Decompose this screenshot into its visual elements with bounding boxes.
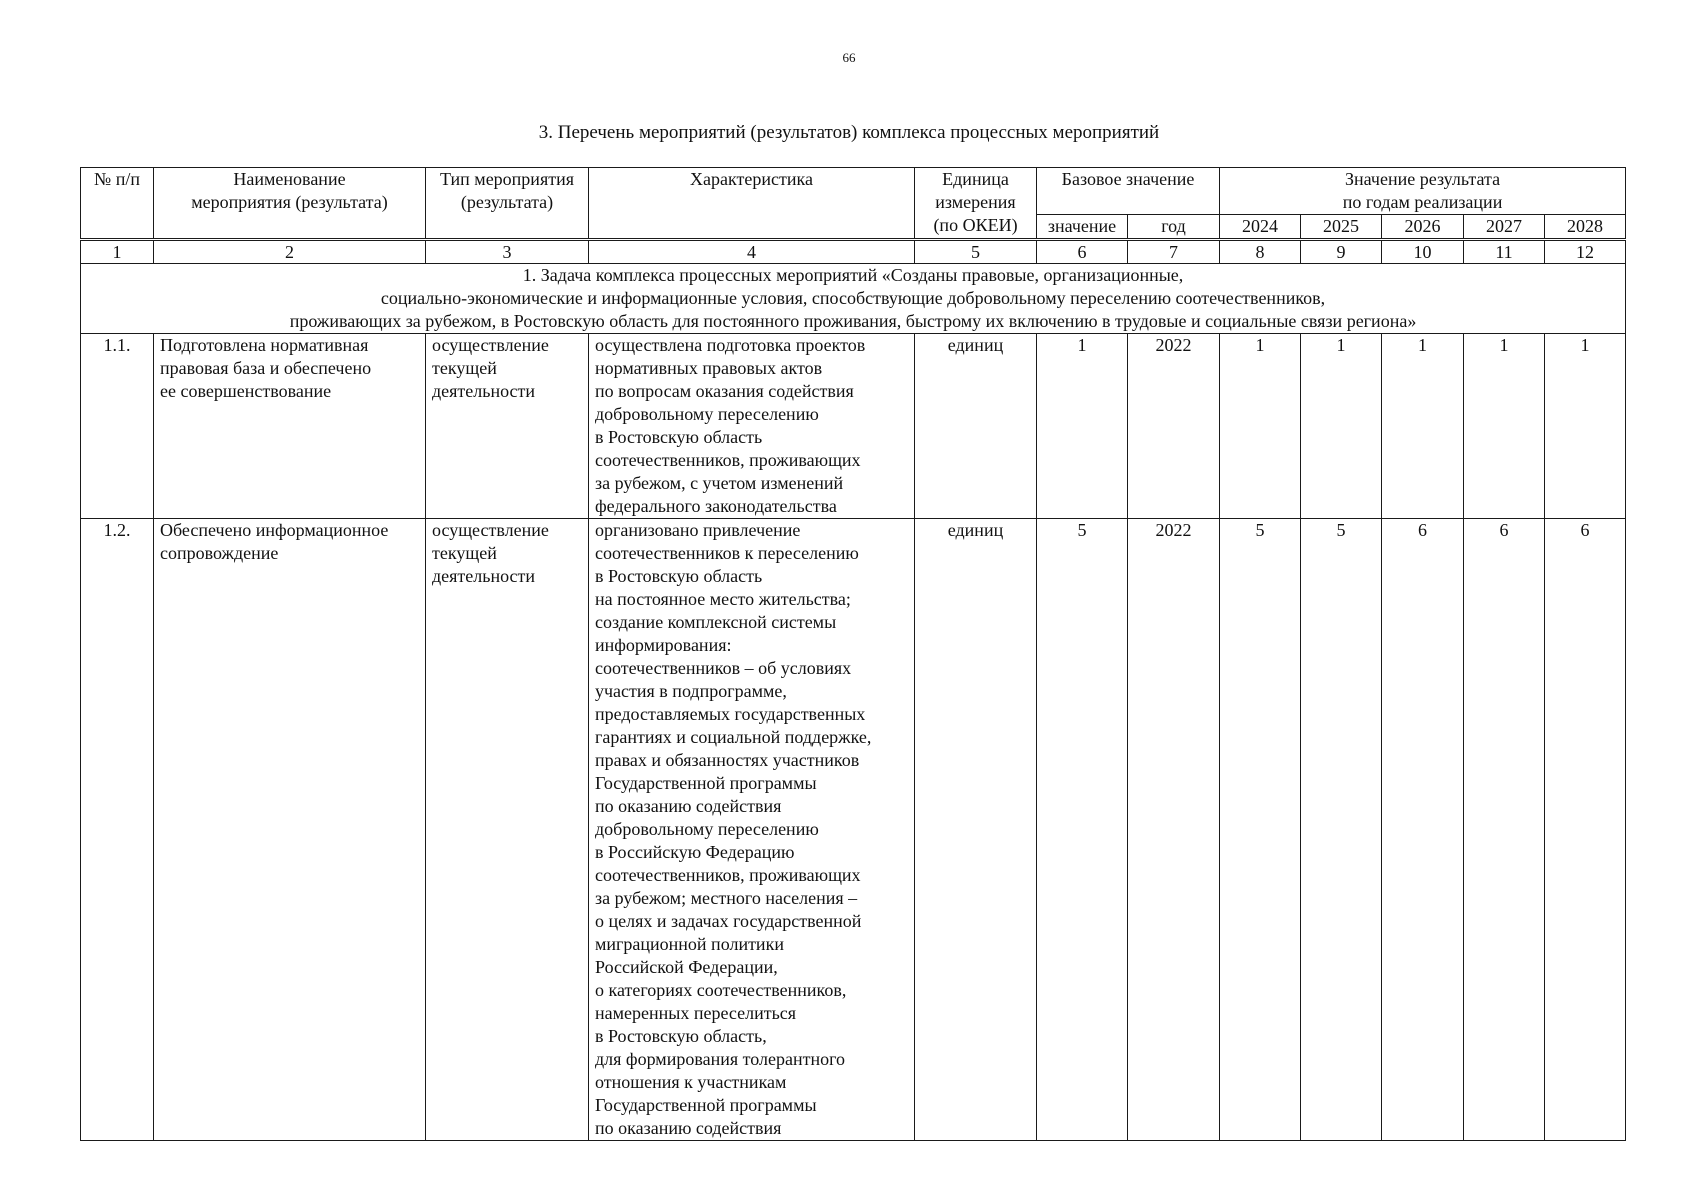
header-base-year: год xyxy=(1128,215,1220,240)
base-value: 5 xyxy=(1037,519,1128,1141)
header-name: Наименование мероприятия (результата) xyxy=(154,168,426,240)
measure-type: осуществление текущей деятельности xyxy=(426,519,589,1141)
measure-characteristic: организовано привлечение соотечественников к переселению в Ростовскую область на постоянное место жительства; создание комплексной системы информирования: соотечественников – об условиях участия в подпрограмме, предоставляемых государственных гарантиях и социальной поддержке, правах и обязанностях участников Государственной программы по оказанию содействия добровольному переселению в Российскую Федерацию соотечественников, проживающих за рубежом; местного населения – о целях и задачах государственной миграционной политики Российской Федерации, о категориях соотечественников, намеренных переселиться в Ростовскую область, для формирования толерантного отношения к участникам Государственной программы по оказанию содействия xyxy=(589,519,915,1141)
year-value: 5 xyxy=(1220,519,1301,1141)
task-row xyxy=(81,264,1626,334)
header-year: 2028 xyxy=(1545,215,1626,240)
document-title: 3. Перечень мероприятий (результатов) комплекса процессных мероприятий xyxy=(538,122,1160,143)
measure-unit: единиц xyxy=(915,519,1037,1141)
column-number: 11 xyxy=(1464,240,1545,264)
header-base-value: значение xyxy=(1037,215,1128,240)
column-number: 10 xyxy=(1382,240,1464,264)
header-year: 2024 xyxy=(1220,215,1301,240)
year-value: 6 xyxy=(1545,519,1626,1141)
year-value: 1 xyxy=(1220,334,1301,519)
header-type: Тип мероприятия (результата) xyxy=(426,168,589,240)
base-year: 2022 xyxy=(1128,334,1220,519)
row-number: 1.2. xyxy=(81,519,154,1141)
year-value: 6 xyxy=(1382,519,1464,1141)
column-number: 7 xyxy=(1128,240,1220,264)
header-year: 2027 xyxy=(1464,215,1545,240)
header-row xyxy=(81,168,1626,215)
column-numbers-row xyxy=(81,240,1626,264)
measures-table xyxy=(80,167,1626,1141)
column-number: 9 xyxy=(1301,240,1382,264)
column-number: 1 xyxy=(81,240,154,264)
year-value: 1 xyxy=(1301,334,1382,519)
column-number: 3 xyxy=(426,240,589,264)
header-base: Базовое значение xyxy=(1037,168,1220,215)
table-row xyxy=(81,334,1626,519)
row-number: 1.1. xyxy=(81,334,154,519)
header-year: 2025 xyxy=(1301,215,1382,240)
header-num: № п/п xyxy=(81,168,154,240)
header-result: Значение результата по годам реализации xyxy=(1220,168,1626,215)
year-value: 1 xyxy=(1464,334,1545,519)
column-number: 12 xyxy=(1545,240,1626,264)
header-characteristic: Характеристика xyxy=(589,168,915,240)
table-row xyxy=(81,519,1626,1141)
measure-name: Обеспечено информационное сопровождение xyxy=(154,519,426,1141)
column-number: 6 xyxy=(1037,240,1128,264)
header-unit: Единица измерения (по ОКЕИ) xyxy=(915,168,1037,240)
year-value: 1 xyxy=(1382,334,1464,519)
column-number: 5 xyxy=(915,240,1037,264)
measure-name: Подготовлена нормативная правовая база и обеспечено ее совершенствование xyxy=(154,334,426,519)
page-number: 66 xyxy=(842,50,856,65)
task-heading: 1. Задача комплекса процессных мероприятий «Созданы правовые, организационные, социально-экономические и информационные условия, способствующие добровольному переселению соотечественников, проживающих за рубежом, в Ростовскую область для постоянного проживания, быстрому их включению в трудовые и социальные связи региона» xyxy=(81,264,1626,334)
column-number: 8 xyxy=(1220,240,1301,264)
year-value: 1 xyxy=(1545,334,1626,519)
header-year: 2026 xyxy=(1382,215,1464,240)
year-value: 5 xyxy=(1301,519,1382,1141)
base-year: 2022 xyxy=(1128,519,1220,1141)
measure-characteristic: осуществлена подготовка проектов нормативных правовых актов по вопросам оказания содействия добровольному переселению в Ростовскую область соотечественников, проживающих за рубежом, с учетом изменений федерального законодательства xyxy=(589,334,915,519)
measure-unit: единиц xyxy=(915,334,1037,519)
column-number: 2 xyxy=(154,240,426,264)
column-number: 4 xyxy=(589,240,915,264)
measure-type: осуществление текущей деятельности xyxy=(426,334,589,519)
base-value: 1 xyxy=(1037,334,1128,519)
year-value: 6 xyxy=(1464,519,1545,1141)
